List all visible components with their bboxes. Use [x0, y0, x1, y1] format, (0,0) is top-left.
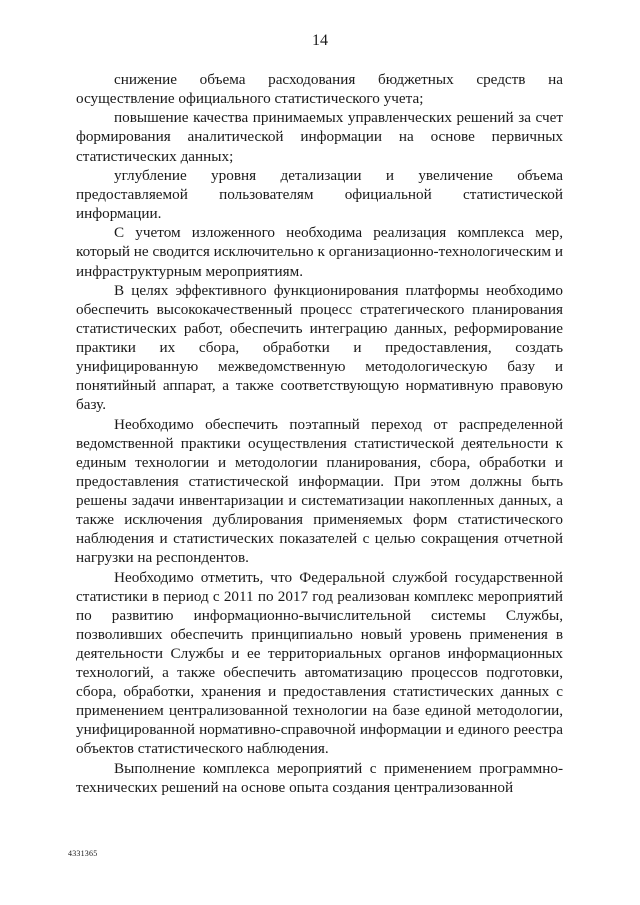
page-number: 14: [312, 32, 328, 49]
paragraph-2: повышение качества принимаемых управленческих решений за счет формирования аналитической информации на основе первичных статистических данных;: [76, 109, 563, 165]
paragraph-1: снижение объема расходования бюджетных средств на осуществление официального статистического учета;: [76, 71, 563, 108]
document-code: 4331365: [68, 849, 98, 858]
paragraph-4: С учетом изложенного необходима реализация комплекса мер, который не сводится исключительно к организационно-технологическим и инфраструктурным мероприятиям.: [76, 224, 563, 280]
paragraph-5: В целях эффективного функционирования платформы необходимо обеспечить высококачественный процесс стратегического планирования статистических работ, обеспечить интеграцию данных, реформирование практики их сбора, обработки и предоставления, создать унифицированную межведомственную методологическую базу и понятийный аппарат, а также соответствующую нормативную правовую базу.: [76, 281, 563, 414]
paragraph-6: Необходимо обеспечить поэтапный переход от распределенной ведомственной практики осуществления статистической деятельности к единым технологии и методологии планирования, сбора, обработки и предоставления статистической информации. При этом должны быть решены задачи инвентаризации и систематизации накопленных данных, а также исключения дублирования применяемых форм статистического наблюдения и статистических показателей с целью сокращения отчетной нагрузки на респондентов.: [76, 415, 563, 567]
paragraph-8: Выполнение комплекса мероприятий с применением программно-технических решений на основе опыта создания централизованной: [76, 759, 563, 796]
paragraph-3: углубление уровня детализации и увеличение объема предоставляемой пользователям официальной статистической информации.: [76, 166, 563, 223]
document-body: [76, 70, 563, 797]
paragraph-7: Необходимо отметить, что Федеральной службой государственной статистики в период с 2011 по 2017 год реализован комплекс мероприятий по развитию информационно-вычислительной системы Службы, позволивших обеспечить принципиально новый уровень применения в деятельности Службы и ее территориальных органов информационных технологий, а также обеспечить автоматизацию процессов подготовки, сбора, обработки, хранения и предоставления статистических данных с применением централизованной технологии на базе единой методологии, унифицированной нормативно-справочной информации и единого реестра объектов статистического наблюдения.: [76, 568, 563, 758]
